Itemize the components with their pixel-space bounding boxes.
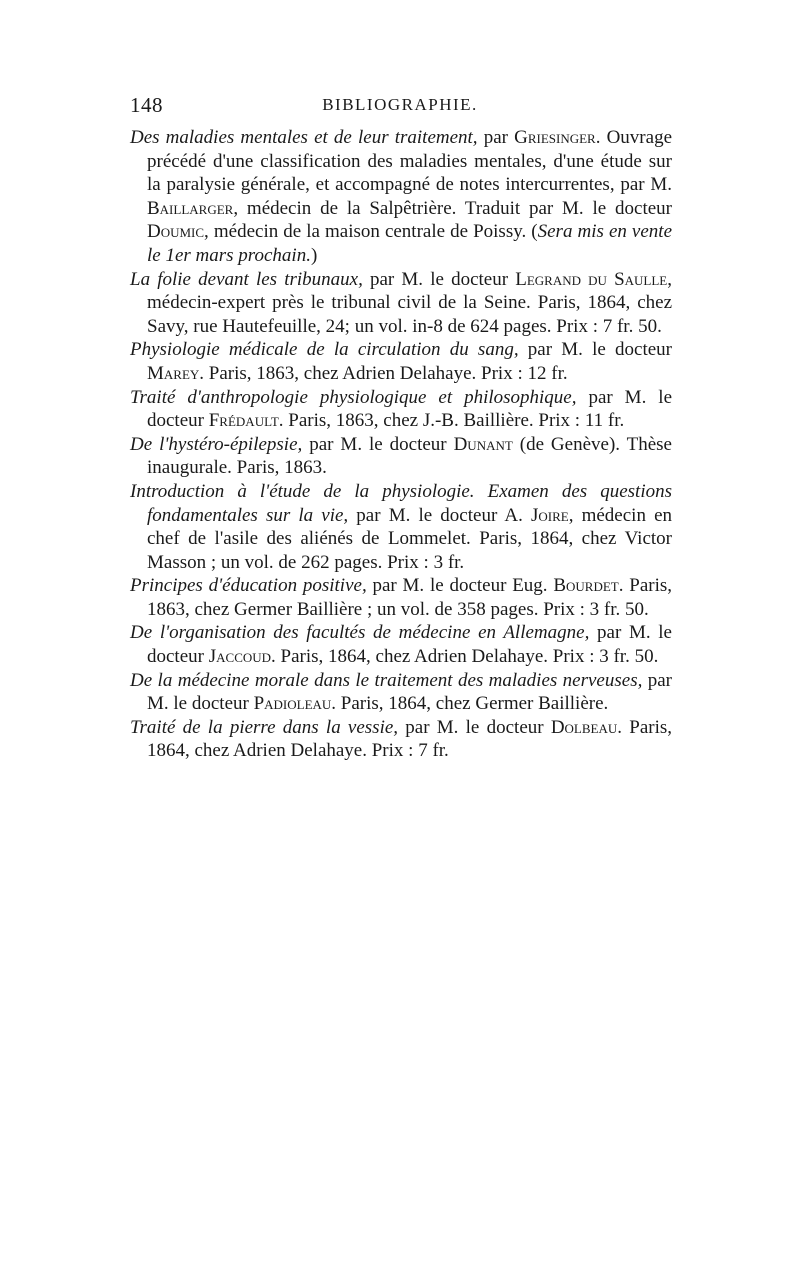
bibliography-entry — [130, 126, 672, 268]
entry-title: De l'hystéro-épilepsie, — [130, 433, 303, 455]
entry-text: ) — [310, 244, 318, 266]
entry-title: Traité de la pierre dans la vessie, — [130, 716, 399, 738]
entry-title: Introduction à l'étude de la physiologie. Examen des questions fondamentales sur la vie, — [130, 480, 672, 526]
entry-text: médecin-expert près le tribunal civil de la Seine. Paris, 1864, chez Savy, rue Hautefeuille, 24; un vol. in-8 de 624 pages. Prix : 7 fr. 50. — [147, 292, 672, 337]
entry-text: par M. le docteur — [147, 669, 672, 715]
bibliography-entry — [130, 338, 672, 385]
page-number: 148 — [130, 93, 163, 117]
entry-text: par M. le docteur — [147, 386, 672, 432]
entry-title: De l'organisation des facultés de médecine en Allemagne, — [130, 622, 590, 644]
entry-title: Principes d'éducation positive, — [130, 575, 367, 597]
entry-author: Padioleau. — [253, 693, 337, 715]
entry-author: Marey. — [147, 362, 205, 384]
entry-text: par M. le docteur — [398, 716, 551, 738]
entry-author: Dolbeau. — [550, 716, 623, 738]
entry-author: Jaccoud. — [208, 646, 276, 668]
entry-author: Doumic, — [147, 221, 209, 243]
entry-text: par M. le docteur A. — [348, 504, 531, 526]
entry-title: De la médecine morale dans le traitement des maladies nerveuses, — [130, 669, 643, 691]
bibliography-entry — [130, 480, 672, 574]
entry-text: Paris, 1863, chez Adrien Delahaye. Prix : 12 fr. — [204, 362, 568, 384]
entry-author: Baillarger, — [147, 197, 239, 219]
entry-text: par M. le docteur — [362, 268, 516, 290]
entry-author: Legrand du Saulle, — [515, 268, 672, 290]
entry-text: médecin de la maison centrale de Poissy. ( — [208, 221, 538, 243]
entry-title: Des maladies mentales et de leur traitement, — [130, 127, 478, 148]
bibliography-entry — [130, 621, 672, 668]
entry-text: Paris, 1863, chez Germer Baillière ; un vol. de 358 pages. Prix : 3 fr. 50. — [147, 575, 673, 620]
bibliography-entry — [130, 386, 672, 433]
entry-text: Paris, 1863, chez J.-B. Baillière. Prix : 11 fr. — [283, 410, 625, 432]
bibliography-list — [130, 126, 672, 763]
entry-author: Joire, — [530, 504, 574, 526]
entry-author: Dunant — [453, 433, 513, 455]
entry-text: Paris, 1864, chez Adrien Delahaye. Prix : 3 fr. 50. — [275, 646, 659, 668]
entry-title: Physiologie médicale de la circulation du sang, — [130, 339, 519, 361]
entry-text: par M. le docteur — [518, 339, 673, 361]
entry-title: Traité d'anthropologie physiologique et philosophique, — [130, 386, 577, 408]
entry-text: Paris, 1864, chez Adrien Delahaye. Prix : 7 fr. — [147, 716, 672, 762]
bibliography-entry — [130, 268, 672, 339]
page-header — [130, 93, 670, 119]
entry-text: par M. le docteur — [302, 433, 454, 455]
entry-author: Griesinger. — [514, 127, 601, 148]
entry-text: Ouvrage précédé d'une classification des maladies mentales, d'une étude sur la paralysie générale, et accompagné de notes intercurrentes, par M. — [147, 127, 672, 196]
bibliography-entry — [130, 574, 672, 621]
entry-text: par M. le docteur Eug. — [366, 575, 554, 597]
entry-text: médecin de la Salpêtrière. Traduit par M. le docteur — [238, 197, 672, 219]
running-head: BIBLIOGRAPHIE. — [322, 95, 478, 114]
entry-author: Bourdet. — [553, 575, 624, 597]
bibliography-entry — [130, 716, 672, 763]
entry-text: par — [477, 127, 515, 148]
bibliography-entry — [130, 669, 672, 716]
entry-text: (de Genève). Thèse inaugurale. Paris, 1863. — [147, 433, 672, 479]
entry-text: Paris, 1864, chez Germer Baillière. — [336, 693, 609, 715]
entry-note: Sera mis en vente le 1er mars prochain. — [147, 221, 673, 266]
entry-text: médecin en chef de l'asile des aliénés de Lommelet. Paris, 1864, chez Victor Masson ; un vol. de 262 pages. Prix : 3 fr. — [147, 504, 673, 573]
entry-title: La folie devant les tribunaux, — [130, 268, 363, 290]
entry-text: par M. le docteur — [147, 622, 672, 668]
entry-author: Frédault. — [208, 410, 284, 432]
bibliography-entry — [130, 433, 672, 480]
